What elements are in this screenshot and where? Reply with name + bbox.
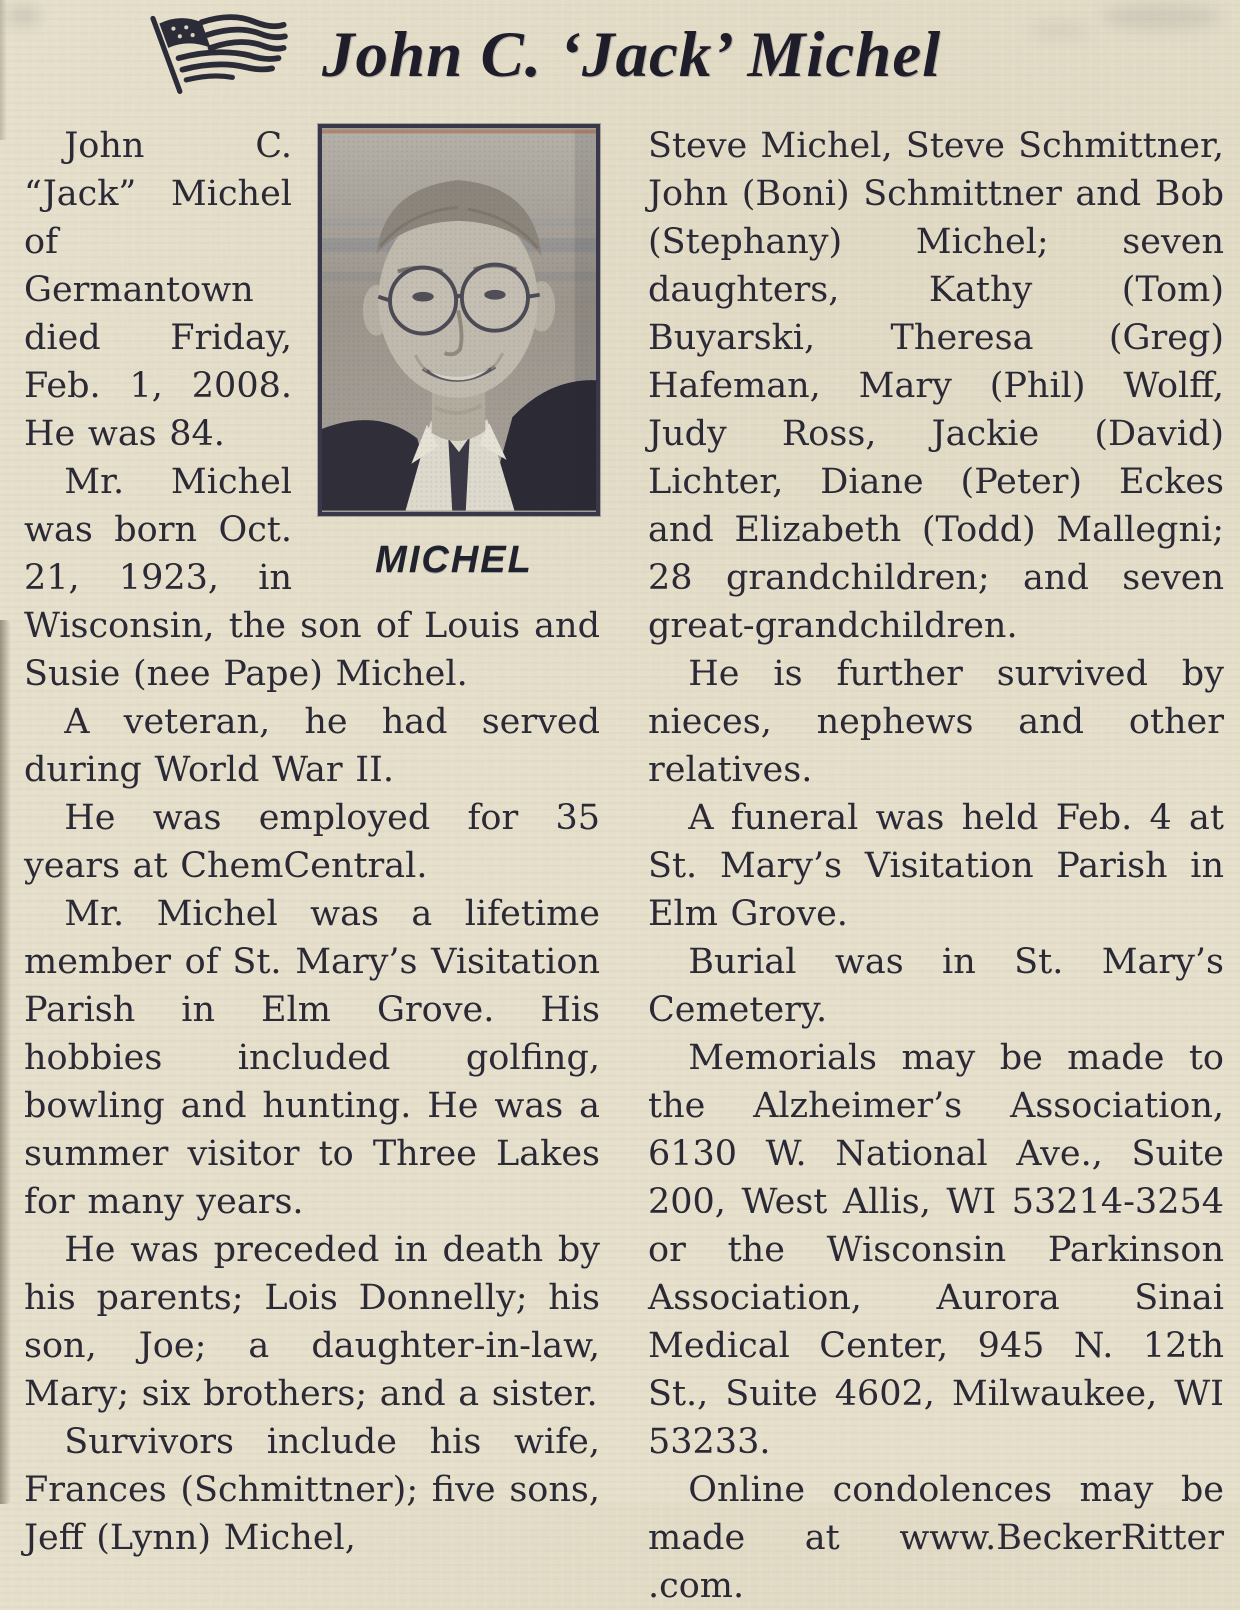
- scan-edge-shadow-top: [0, 0, 7, 140]
- right-column-text: [648, 122, 1224, 1610]
- paragraph: A veteran, he had served during World War II.: [24, 702, 600, 790]
- paragraph: Online condolences may be made at www.BeckerRitter .com.: [648, 1470, 1224, 1606]
- article-body: [0, 96, 1240, 1610]
- paragraph: Burial was in St. Mary’s Cemetery.: [648, 942, 1224, 1030]
- obituary-title: John C. ‘Jack’ Michel: [322, 18, 942, 91]
- paragraph: Steve Michel, Steve Schmittner, John (Boni) Schmittner and Bob (Stephany) Michel; seven daughters, Kathy (Tom) Buyarski, Theresa (Greg) Hafeman, Mary (Phil) Wolff, Judy Ross, Jackie (David) Lichter, Diane (Peter) Eckes and Elizabeth (Todd) Mallegni; 28 grandchildren; and seven great-grandchildren.: [648, 126, 1224, 646]
- photo-caption: MICHEL: [375, 539, 533, 581]
- paragraph: John C. “Jack” Michel of Germantown died Friday, Feb. 1, 2008. He was 84.: [24, 126, 292, 454]
- paragraph: A funeral was held Feb. 4 at St. Mary’s Visitation Parish in Elm Grove.: [648, 798, 1224, 934]
- obituary-header: [0, 0, 1240, 96]
- print-smudge: [1030, 22, 1090, 38]
- portrait-photo: [318, 124, 600, 516]
- paragraph: He was preceded in death by his parents; Lois Donnelly; his son, Joe; a daughter-in-law, Mary; six brothers; and a sister.: [24, 1230, 600, 1414]
- photo-block: [308, 124, 600, 584]
- paragraph: Survivors include his wife, Frances (Schmittner); five sons, Jeff (Lynn) Michel,: [24, 1422, 600, 1558]
- paragraph: He was employed for 35 years at ChemCentral.: [24, 798, 600, 886]
- paragraph: He is further survived by nieces, nephews and other relatives.: [648, 654, 1224, 790]
- paragraph: Memorials may be made to the Alzheimer’s Association, 6130 W. National Ave., Suite 200, West Allis, WI 53214-3254 or the Wisconsin Parkinson Association, Aurora Sinai Medical Center, 945 N. 12th St., Suite 4602, Milwaukee, WI 53233.: [648, 1038, 1224, 1462]
- print-smudge: [6, 6, 40, 26]
- portrait-illustration: [322, 128, 596, 512]
- paragraph: Mr. Michel was a lifetime member of St. Mary’s Visitation Parish in Elm Grove. His hobbies included golfing, bowling and hunting. He was a summer visitor to Three Lakes for many years.: [24, 894, 600, 1222]
- column-left: [24, 122, 600, 1610]
- paragraph: Mr. Michel was born Oct. 21, 1923, in Wisconsin, the son of Louis and Susie (nee Pape) Michel.: [24, 462, 600, 694]
- us-flag-icon: [128, 12, 306, 94]
- column-right: [648, 122, 1224, 1610]
- print-smudge: [1102, 4, 1222, 30]
- scan-edge-shadow: [0, 620, 11, 1504]
